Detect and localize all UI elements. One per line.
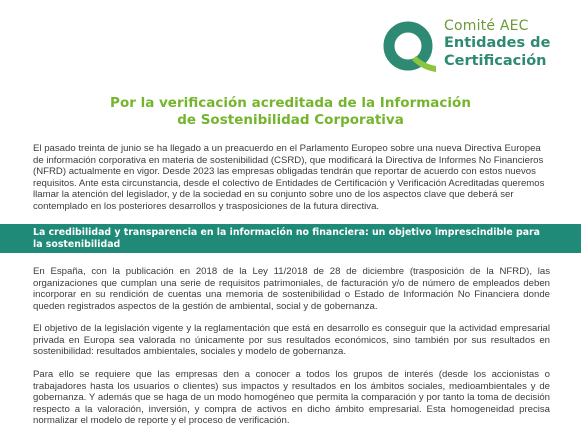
section-heading-bar (0, 224, 581, 253)
comite-aec-logo (382, 18, 572, 80)
intro-paragraph: El pasado treinta de junio se ha llegado a un preacuerdo en el Parlamento Europeo sobre una nueva Directiva Europea de información corporativa en materia de sostenibilidad (CSRD), que modificará la Directiva de Informes No Financieros (NFRD) actualmente en vigor. Desde 2023 las empresas obligadas tendrán que reportar de acuerdo con estos nuevos requisitos. Ante esta circunstancia, desde el colectivo de Entidades de Certificación y Verificación Acreditadas queremos llamar la atención del legislador, y de la sociedad en su conjunto sobre uno de los aspectos clave que deberá ser contemplado en los posteriores desarrollos y trasposiciones de la futura directiva. (33, 143, 545, 212)
paragraph-objective: El objetivo de la legislación vigente y la reglamentación que está en desarrollo es conseguir que la actividad empresarial privada en Europa sea valorada no únicamente por sus resultados económicos, sino también por sus resultados en sostenibilidad: resultados ambientales, sociales y modelo de gobernanza. (33, 323, 550, 358)
paragraph-requirements: Para ello se requiere que las empresas den a conocer a todos los grupos de interés (desde los accionistas o trabajadores hasta los usuarios o clientes) sus impactos y resultados en los ámbitos sociales, medioambientales y de gobernanza. Y además que se haga de un modo homogéneo que permita la comparación y por tanto la toma de decisión respecto a la valoración, inversión, y compra de activos en dicho ámbito empresarial. Esta homogeneidad precisa normalizar el modelo de reporte y el proceso de verificación. (33, 369, 550, 427)
section-heading: La credibilidad y transparencia en la información no financiera: un objetivo imprescindible para la sostenibilidad (33, 227, 540, 250)
paragraph-spain-law: En España, con la publicación en 2018 de la Ley 11/2018 de 28 de diciembre (trasposición de la NFRD), las organizaciones que cumplan una serie de requisitos patrimoniales, de facturación y/o de número de empleados deben incorporar en su rendición de cuentas una memoria de sostenibilidad o Estado de Información No Financiera donde queden registrados aspectos de la gestión de ambiental, social y de gobernanza. (33, 266, 550, 312)
title-line-2: de Sostenibilidad Corporativa (177, 112, 404, 128)
title-line-1: Por la verificación acreditada de la Información (110, 95, 471, 111)
logo-line-comite: Comité AEC (444, 18, 529, 34)
logo-line-entidades: Entidades de (444, 35, 551, 51)
logo-text (444, 18, 574, 70)
document-title (60, 95, 521, 129)
logo-ring-icon (382, 18, 440, 76)
logo-line-certificacion: Certificación (444, 52, 547, 69)
